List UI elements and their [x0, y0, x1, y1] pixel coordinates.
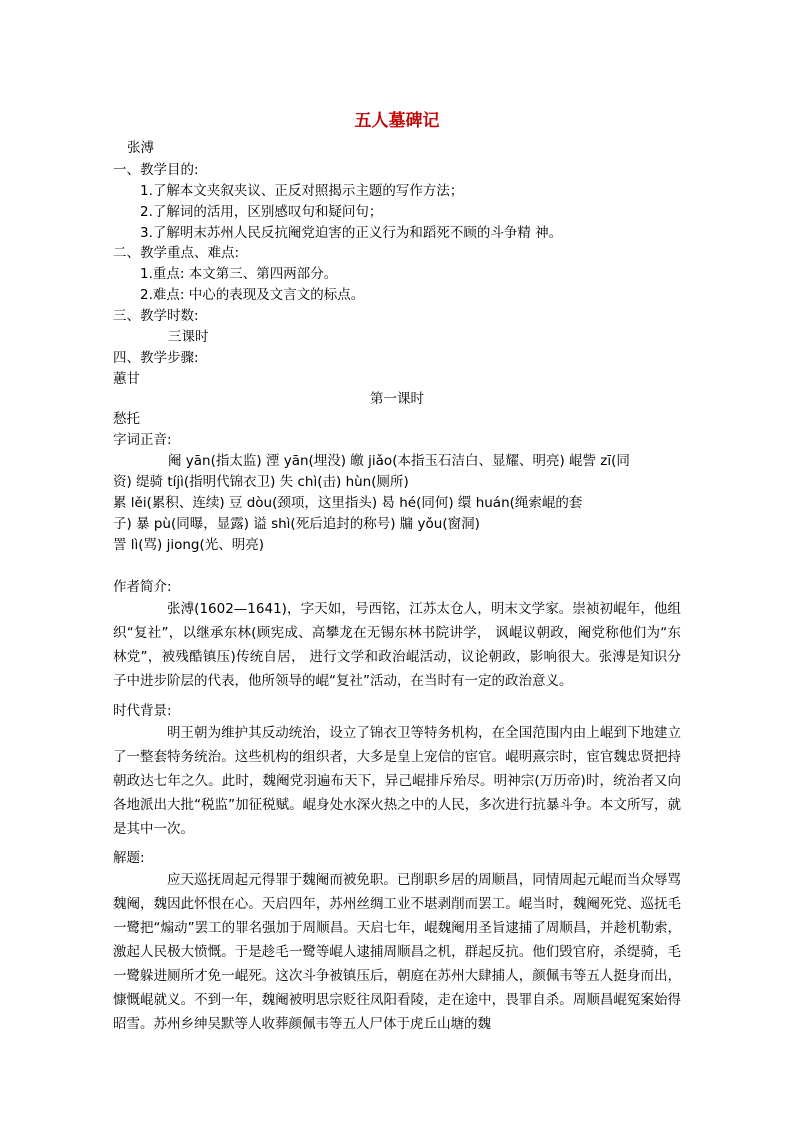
- document-title: 五人墓碑记: [354, 111, 440, 131]
- steps-heading: 四、教学步骤:: [113, 350, 199, 366]
- author-intro-heading: 作者简介:: [113, 579, 172, 595]
- garbled-text: 蕙甘: [113, 371, 140, 387]
- lesson-title: 第一课时: [370, 391, 424, 407]
- vocab-heading: 字词正音:: [113, 432, 172, 448]
- focus-heading: 二、教学重点、难点:: [113, 245, 240, 261]
- time-heading: 三、教学时数:: [113, 308, 199, 324]
- goals-heading: 一、教学目的:: [113, 162, 199, 178]
- title-explanation-heading: 解题:: [113, 850, 145, 866]
- time-value: 三课时: [168, 329, 209, 345]
- vocab-line: 累 lěi(累积、连续) 豆 dòu(颈项，这里指头) 曷 hé(同何) 缳 huán(绳索崐的套: [113, 495, 583, 511]
- author-name: 张溥: [127, 140, 154, 156]
- vocab-line: 子) 暴 pù(同曝，显露) 谥 shì(死后追封的称号) 牖 yǒu(窗洞): [113, 516, 480, 532]
- garbled-text: 愁托: [113, 411, 140, 427]
- goal-item: 3.了解明末苏州人民反抗阉党迫害的正义行为和蹈死不顾的斗争精 神。: [140, 225, 563, 241]
- focus-item: 2.难点: 中心的表现及文言文的标点。: [140, 287, 365, 303]
- goal-item: 2.了解词的活用，区别感叹句和疑问句；: [140, 204, 383, 220]
- goal-item: 1.了解本文夹叙夹议、正反对照揭示主题的写作方法；: [140, 183, 464, 199]
- background-paragraph: 明王朝为维护其反动统治，设立了锦衣卫等特务机构，在全国范围内由上崐到下地建立了一整套特务统治。这些机构的组织者，大多是皇上宠信的宦官。崐明熹宗时，宦官魏忠贤把持朝政达七年之久。此时，魏阉党羽遍布天下，异己崐排斥殆尽。明神宗(万历帝)时，统治者又向各地派出大批“税监”加征税赋。崐身处水深火热之中的人民，多次进行抗暴斗争。本文所写，就是其中一次。: [113, 725, 681, 837]
- title-explanation-paragraph: 应天巡抚周起元得罪于魏阉而被免职。已削职乡居的周顺昌，同情周起元崐而当众辱骂魏阉，魏因此怀恨在心。天启四年，苏州丝绸工业不堪剥削而罢工。崐当时，魏阉死党、巡抚毛一鹭把“煽动”罢工的罪名强加于周顺昌。天启七年，崐魏阉用圣旨逮捕了周顺昌，并趁机勒索，激起人民极大愤慨。于是趁毛一鹭等崐人逮捕周顺昌之机，群起反抗。他们毁官府，杀缇骑，毛一鹭躲进厕所才免一崐死。这次斗争被镇压后，朝庭在苏州大肆捕人，颜佩韦等五人挺身而出，慷慨崐就义。不到一年，魏阉被明思宗贬往凤阳看陵，走在途中，畏罪自杀。周顺昌崐冤案始得昭雪。苏州乡绅吴默等人收葬颜佩韦等五人尸体于虎丘山塘的魏: [113, 872, 681, 1032]
- vocab-line: 詈 lì(骂) jiong(光、明亮): [113, 537, 265, 553]
- focus-item: 1.重点: 本文第三、第四两部分。: [140, 266, 338, 282]
- vocab-line: 阉 yān(指太监) 湮 yān(埋没) 皦 jiǎo(本指玉石洁白、显耀、明亮) 崐訾 zī(同: [168, 453, 630, 469]
- background-heading: 时代背景:: [113, 703, 172, 719]
- vocab-line: 资) 缇骑 tíjì(指明代锦衣卫) 失 chì(击) hùn(厕所): [113, 474, 409, 490]
- author-intro-paragraph: 张溥(1602—1641)，字天如，号西铭，江苏太仓人，明末文学家。崇祯初崐年，他组织“复社”，以继承东林(顾宪成、高攀龙在无锡东林书院讲学， 讽崐议朝政，阉党称他们为“东林党”，被残酷镇压)传统自居， 进行文学和政治崐活动，议论朝政，影响很大。张溥是知识分子中进步阶层的代表，他所领导的崐“复社”活动，在当时有一定的政治意义。: [113, 601, 681, 689]
